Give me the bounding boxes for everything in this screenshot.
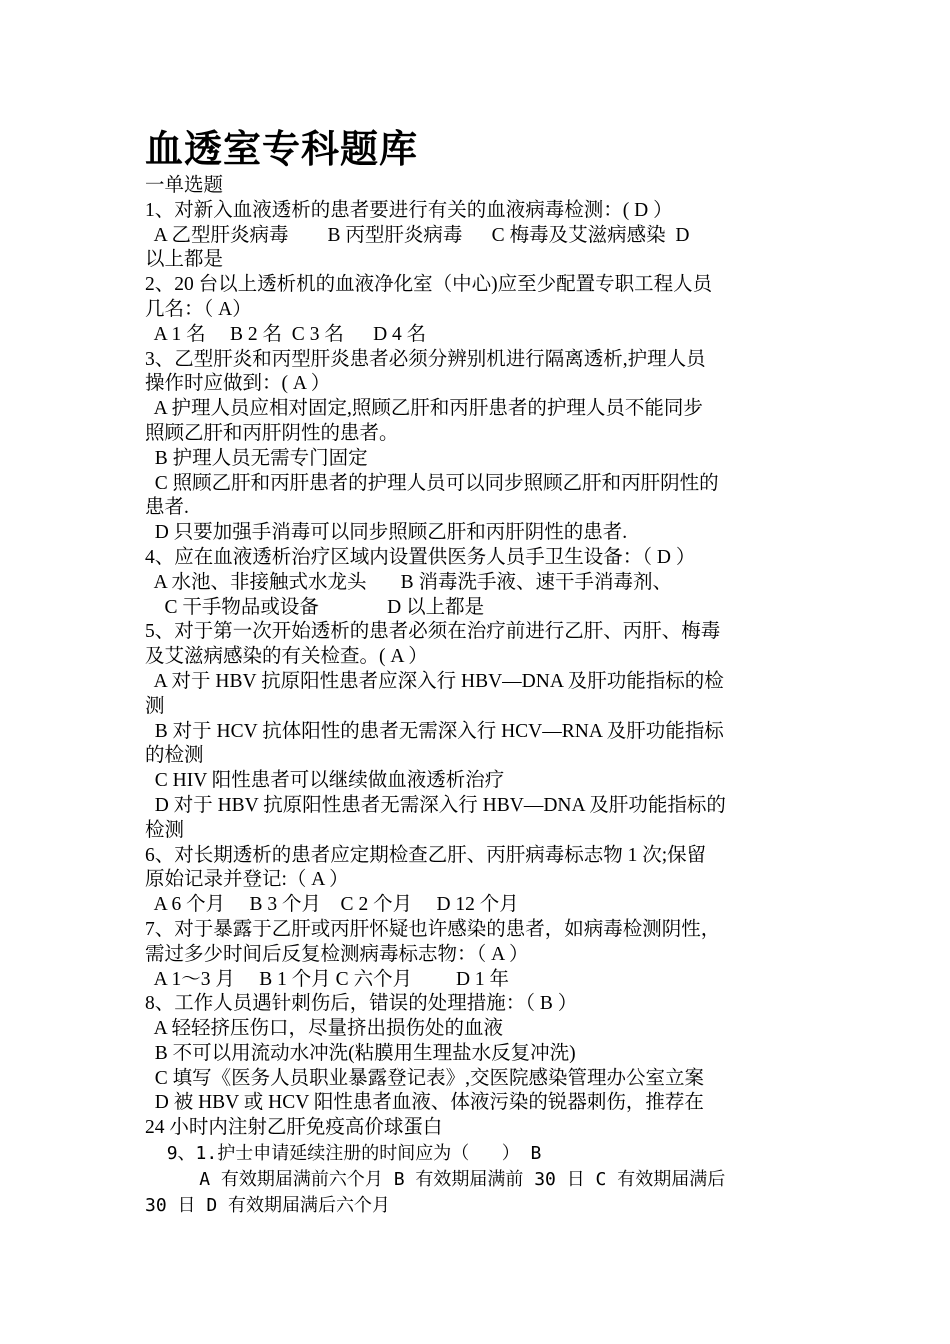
section-heading: 一单选题 — [145, 175, 224, 196]
question-9-stem: 9、1.护士申请延续注册的时间应为（ ） B — [145, 1143, 542, 1165]
text-line: 5、对于第一次开始透析的患者必须在治疗前进行乙肝、丙肝、梅毒 — [145, 621, 721, 643]
text-line: C 照顾乙肝和丙肝患者的护理人员可以同步照顾乙肝和丙肝阴性的 — [145, 472, 719, 494]
text-line: 几名：（ A） — [145, 298, 252, 320]
text-line: 原始记录并登记:（ A ） — [145, 869, 349, 891]
text-line: 3、乙型肝炎和丙型肝炎患者必须分辨别机进行隔离透析,护理人员 — [145, 348, 706, 370]
text-line: A 6 个月 B 3 个月 C 2 个月 D 12 个月 — [145, 894, 519, 916]
text-line: 8、工作人员遇针刺伤后，错误的处理措施：（ B ） — [145, 993, 578, 1015]
text-line: 需过多少时间后反复检测病毒标志物：（ A ） — [145, 943, 529, 965]
text-line: 4、应在血液透析治疗区域内设置供医务人员手卫生设备：（ D ） — [145, 546, 696, 568]
text-line: 及艾滋病感染的有关检查。( A ） — [145, 646, 428, 668]
text-line: A 1 名 B 2 名 C 3 名 D 4 名 — [145, 323, 427, 345]
text-line: A 乙型肝炎病毒 B 丙型肝炎病毒 C 梅毒及艾滋病感染 D — [145, 224, 690, 246]
text-line: B 护理人员无需专门固定 — [145, 447, 368, 469]
text-line: D 对于 HBV 抗原阳性患者无需深入行 HBV—DNA 及肝功能指标的 — [145, 794, 726, 816]
question-9-options-line-2: 30 日 D 有效期届满后六个月 — [145, 1195, 391, 1217]
text-line: C 干手物品或设备 D 以上都是 — [145, 596, 485, 618]
text-line: D 被 HBV 或 HCV 阳性患者血液、体液污染的锐器刺伤，推荐在 — [145, 1092, 704, 1114]
text-line: A 轻轻挤压伤口，尽量挤出损伤处的血液 — [145, 1018, 504, 1040]
document-page — [145, 126, 810, 1219]
text-line: A 对于 HBV 抗原阳性患者应深入行 HBV—DNA 及肝功能指标的检 — [145, 670, 724, 692]
text-line: 2、20 台以上透析机的血液净化室（中心)应至少配置专职工程人员 — [145, 274, 713, 296]
text-line: 以上都是 — [145, 249, 224, 271]
text-line: D 只要加强手消毒可以同步照顾乙肝和丙肝阴性的患者. — [145, 522, 628, 544]
text-line: C 填写《医务人员职业暴露登记表》,交医院感染管理办公室立案 — [145, 1067, 705, 1089]
text-line: 患者. — [145, 497, 189, 519]
text-line: 测 — [145, 695, 165, 717]
text-line: A 护理人员应相对固定,照顾乙肝和丙肝患者的护理人员不能同步 — [145, 398, 703, 420]
text-line: 6、对长期透析的患者应定期检查乙肝、丙肝病毒标志物 1 次;保留 — [145, 844, 707, 866]
text-line: 24 小时内注射乙肝免疫高价球蛋白 — [145, 1117, 443, 1139]
question-9-options-line-1: A 有效期届满前六个月 B 有效期届满前 30 日 C 有效期届满后 — [145, 1169, 726, 1191]
text-line: B 不可以用流动水冲洗(粘膜用生理盐水反复冲洗) — [145, 1042, 576, 1064]
text-line: 7、对于暴露于乙肝或丙肝怀疑也许感染的患者，如病毒检测阴性， — [145, 918, 721, 940]
text-line: A 水池、非接触式水龙头 B 消毒洗手液、速干手消毒剂、 — [145, 571, 673, 593]
text-line: 检测 — [145, 819, 185, 841]
text-line: 操作时应做到：( A ） — [145, 373, 331, 395]
text-line: C HIV 阳性患者可以继续做血液透析治疗 — [145, 770, 505, 792]
question-list — [145, 199, 810, 1141]
text-line: 的检测 — [145, 745, 204, 767]
text-line: 照顾乙肝和丙肝阴性的患者。 — [145, 422, 399, 444]
text-line: A 1～3 月 B 1 个月 C 六个月 D 1 年 — [145, 968, 510, 990]
page-title: 血透室专科题库 — [145, 127, 419, 171]
text-line: 1、对新入血液透析的患者要进行有关的血液病毒检测：( D ） — [145, 199, 673, 221]
text-line: B 对于 HCV 抗体阳性的患者无需深入行 HCV—RNA 及肝功能指标 — [145, 720, 724, 742]
